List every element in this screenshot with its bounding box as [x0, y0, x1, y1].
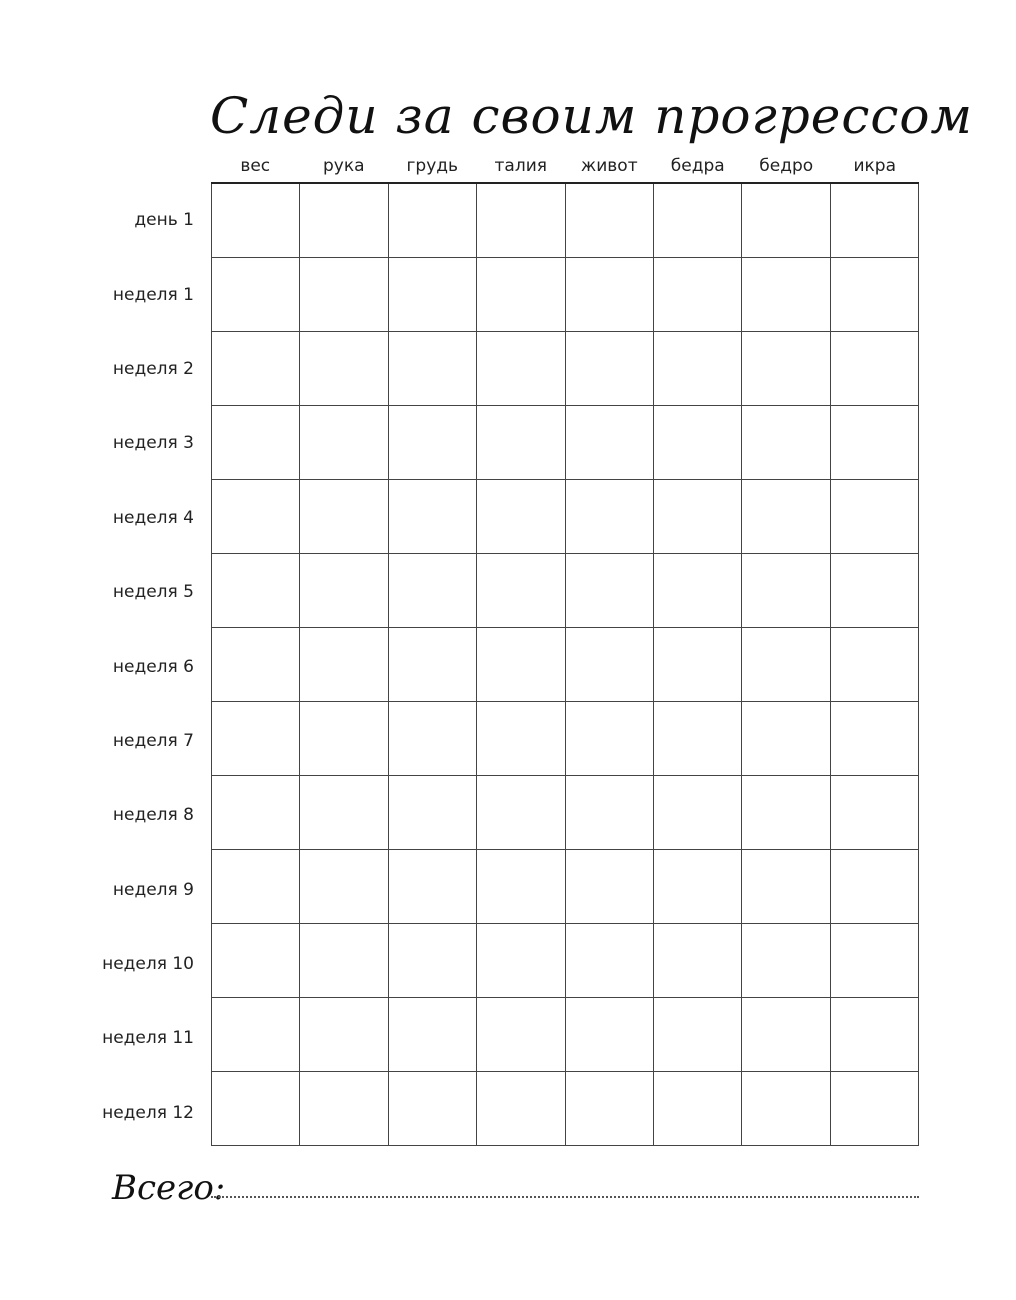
table-cell[interactable]	[830, 406, 918, 480]
row-label: неделя 12	[102, 1102, 194, 1123]
table-cell[interactable]	[388, 628, 476, 702]
row-label: неделя 9	[112, 879, 194, 900]
table-cell[interactable]	[565, 406, 653, 480]
progress-table	[211, 182, 919, 1146]
table-cell[interactable]	[300, 1072, 388, 1146]
table-cell[interactable]	[653, 480, 741, 554]
table-cell[interactable]	[830, 702, 918, 776]
table-cell[interactable]	[830, 480, 918, 554]
table-cell[interactable]	[477, 850, 565, 924]
table-row	[212, 480, 919, 554]
table-cell[interactable]	[653, 850, 741, 924]
table-cell[interactable]	[830, 554, 918, 628]
table-cell[interactable]	[830, 776, 918, 850]
table-cell[interactable]	[477, 332, 565, 406]
table-cell[interactable]	[300, 850, 388, 924]
total-label: Всего:	[112, 1168, 226, 1208]
table-cell[interactable]	[565, 480, 653, 554]
row-label: неделя 2	[112, 358, 194, 379]
table-cell[interactable]	[742, 702, 830, 776]
column-headers	[211, 153, 919, 179]
table-cell[interactable]	[300, 628, 388, 702]
table-cell[interactable]	[742, 480, 830, 554]
table-row	[212, 776, 919, 850]
table-row	[212, 183, 919, 258]
table-cell[interactable]	[388, 480, 476, 554]
table-cell[interactable]	[653, 258, 741, 332]
column-header: вес	[240, 156, 271, 176]
table-cell[interactable]	[212, 183, 300, 258]
table-cell[interactable]	[477, 406, 565, 480]
table-cell[interactable]	[830, 332, 918, 406]
table-cell[interactable]	[742, 628, 830, 702]
row-label: неделя 7	[112, 730, 194, 751]
table-cell[interactable]	[477, 702, 565, 776]
table-cell[interactable]	[653, 406, 741, 480]
table-cell[interactable]	[565, 998, 653, 1072]
page-title: Следи за своим прогрессом	[210, 87, 973, 145]
table-cell[interactable]	[212, 850, 300, 924]
table-cell[interactable]	[477, 183, 565, 258]
table-cell[interactable]	[742, 332, 830, 406]
table-cell[interactable]	[653, 554, 741, 628]
table-cell[interactable]	[565, 702, 653, 776]
table-cell[interactable]	[212, 702, 300, 776]
table-cell[interactable]	[477, 776, 565, 850]
table-cell[interactable]	[830, 628, 918, 702]
column-header: рука	[322, 156, 365, 176]
table-cell[interactable]	[300, 554, 388, 628]
table-cell[interactable]	[653, 998, 741, 1072]
column-header: бедро	[759, 156, 814, 176]
table-cell[interactable]	[742, 998, 830, 1072]
table-cell[interactable]	[388, 924, 476, 998]
table-cell[interactable]	[653, 183, 741, 258]
table-cell[interactable]	[300, 406, 388, 480]
table-row	[212, 554, 919, 628]
table-cell[interactable]	[477, 554, 565, 628]
table-row	[212, 628, 919, 702]
table-cell[interactable]	[830, 258, 918, 332]
table-cell[interactable]	[388, 258, 476, 332]
table-cell[interactable]	[212, 406, 300, 480]
table-cell[interactable]	[300, 924, 388, 998]
row-label: неделя 5	[112, 582, 194, 603]
column-header: бедра	[670, 156, 725, 176]
table-cell[interactable]	[300, 480, 388, 554]
column-header: грудь	[406, 156, 459, 176]
table-cell[interactable]	[742, 850, 830, 924]
table-cell[interactable]	[742, 183, 830, 258]
table-cell[interactable]	[830, 183, 918, 258]
table-row	[212, 406, 919, 480]
table-cell[interactable]	[212, 554, 300, 628]
table-row	[212, 850, 919, 924]
table-cell[interactable]	[742, 406, 830, 480]
table-row	[212, 258, 919, 332]
table-cell[interactable]	[653, 702, 741, 776]
table-cell[interactable]	[477, 1072, 565, 1146]
table-cell[interactable]	[388, 776, 476, 850]
table-cell[interactable]	[830, 924, 918, 998]
table-cell[interactable]	[212, 924, 300, 998]
row-label: неделя 3	[112, 433, 194, 454]
table-row	[212, 332, 919, 406]
row-label: день 1	[134, 210, 194, 231]
table-cell[interactable]	[212, 628, 300, 702]
table-cell[interactable]	[742, 776, 830, 850]
table-cell[interactable]	[477, 258, 565, 332]
table-cell[interactable]	[388, 406, 476, 480]
row-label: неделя 6	[112, 656, 194, 677]
table-cell[interactable]	[830, 998, 918, 1072]
table-cell[interactable]	[388, 554, 476, 628]
table-row	[212, 998, 919, 1072]
table-cell[interactable]	[477, 998, 565, 1072]
table-cell[interactable]	[388, 332, 476, 406]
table-cell[interactable]	[830, 1072, 918, 1146]
table-cell[interactable]	[653, 924, 741, 998]
table-cell[interactable]	[388, 998, 476, 1072]
table-cell[interactable]	[212, 480, 300, 554]
row-labels	[60, 183, 194, 1150]
table-cell[interactable]	[565, 924, 653, 998]
table-cell[interactable]	[212, 332, 300, 406]
table-cell[interactable]	[742, 258, 830, 332]
table-cell[interactable]	[653, 332, 741, 406]
table-cell[interactable]	[565, 332, 653, 406]
table-cell[interactable]	[300, 776, 388, 850]
table-cell[interactable]	[212, 1072, 300, 1146]
table-row	[212, 924, 919, 998]
column-header: талия	[494, 156, 547, 176]
row-label: неделя 10	[102, 954, 194, 975]
table-cell[interactable]	[653, 776, 741, 850]
table-cell[interactable]	[742, 924, 830, 998]
table-cell[interactable]	[212, 258, 300, 332]
table-cell[interactable]	[653, 628, 741, 702]
table-cell[interactable]	[477, 480, 565, 554]
column-header: икра	[853, 156, 897, 176]
table-cell[interactable]	[565, 850, 653, 924]
table-cell[interactable]	[565, 258, 653, 332]
table-cell[interactable]	[388, 1072, 476, 1146]
table-cell[interactable]	[742, 1072, 830, 1146]
table-cell[interactable]	[830, 850, 918, 924]
table-cell[interactable]	[565, 628, 653, 702]
table-cell[interactable]	[388, 183, 476, 258]
table-cell[interactable]	[388, 850, 476, 924]
table-cell[interactable]	[653, 1072, 741, 1146]
table-row	[212, 702, 919, 776]
row-label: неделя 4	[112, 507, 194, 528]
row-label: неделя 11	[102, 1028, 194, 1049]
table-cell[interactable]	[300, 183, 388, 258]
row-label: неделя 1	[112, 284, 194, 305]
table-cell[interactable]	[565, 183, 653, 258]
table-cell[interactable]	[300, 332, 388, 406]
row-label: неделя 8	[112, 805, 194, 826]
table-cell[interactable]	[212, 998, 300, 1072]
table-cell[interactable]	[477, 924, 565, 998]
column-header: живот	[580, 156, 638, 176]
table-cell[interactable]	[565, 1072, 653, 1146]
table-cell[interactable]	[565, 776, 653, 850]
table-cell[interactable]	[300, 258, 388, 332]
table-cell[interactable]	[742, 554, 830, 628]
table-row	[212, 1072, 919, 1146]
table-cell[interactable]	[212, 776, 300, 850]
table-cell[interactable]	[388, 702, 476, 776]
total-dotted-line[interactable]	[211, 1196, 919, 1198]
table-cell[interactable]	[477, 628, 565, 702]
table-cell[interactable]	[300, 998, 388, 1072]
table-cell[interactable]	[300, 702, 388, 776]
table-cell[interactable]	[565, 554, 653, 628]
